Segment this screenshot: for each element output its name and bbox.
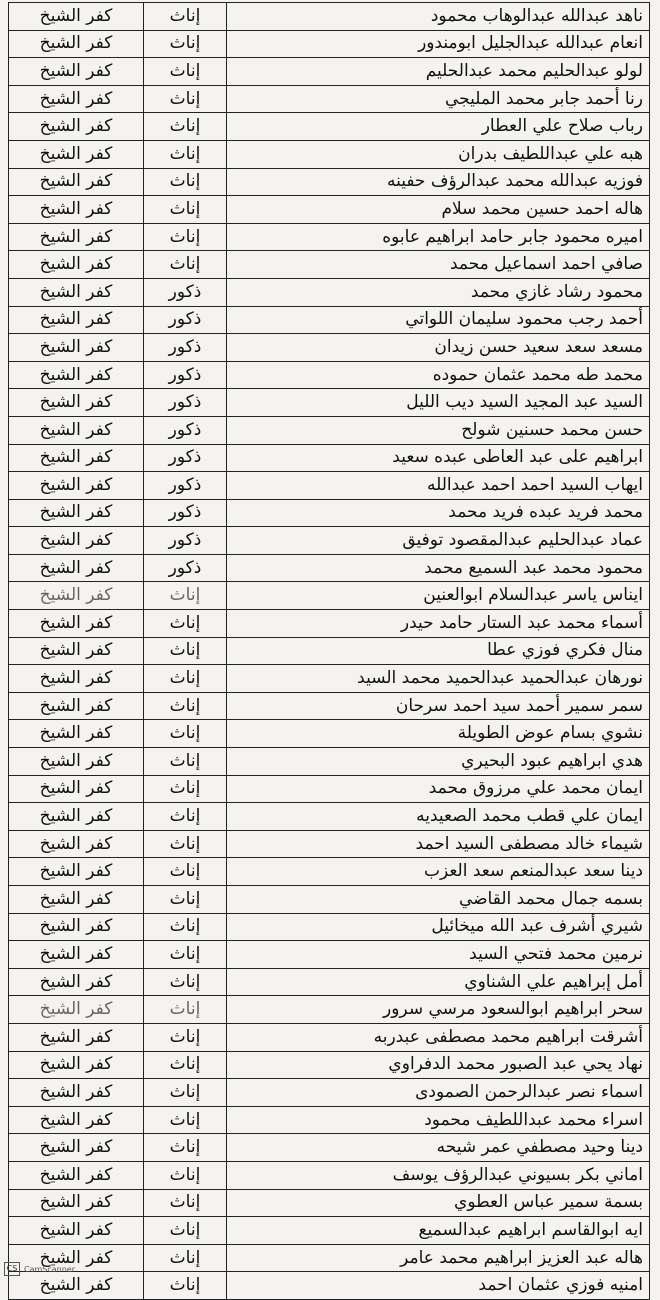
gender-cell: ذكور bbox=[144, 334, 227, 362]
table-row bbox=[9, 1106, 650, 1134]
gender-cell: إناث bbox=[144, 1189, 227, 1217]
gender-cell: إناث bbox=[144, 196, 227, 224]
governorate-cell: كفر الشيخ bbox=[9, 1244, 144, 1272]
person-name-cell: نورهان عبدالحميد عبدالحميد محمد السيد bbox=[227, 665, 650, 693]
person-name-cell: ايهاب السيد احمد احمد عبدالله bbox=[227, 472, 650, 500]
table-row bbox=[9, 334, 650, 362]
gender-cell: إناث bbox=[144, 1023, 227, 1051]
gender-cell: إناث bbox=[144, 30, 227, 58]
governorate-cell: كفر الشيخ bbox=[9, 472, 144, 500]
gender-cell: إناث bbox=[144, 251, 227, 279]
table-row bbox=[9, 278, 650, 306]
gender-cell: إناث bbox=[144, 1079, 227, 1107]
person-name-cell: شيماء خالد مصطفى السيد احمد bbox=[227, 830, 650, 858]
gender-cell: إناث bbox=[144, 1134, 227, 1162]
person-name-cell: محمود محمد عبد السميع محمد bbox=[227, 554, 650, 582]
table-row bbox=[9, 1272, 650, 1300]
person-name-cell: فوزيه عبدالله محمد عبدالرؤف حفينه bbox=[227, 168, 650, 196]
gender-cell: إناث bbox=[144, 3, 227, 31]
table-row bbox=[9, 582, 650, 610]
gender-cell: إناث bbox=[144, 1106, 227, 1134]
governorate-cell: كفر الشيخ bbox=[9, 30, 144, 58]
scanner-watermark bbox=[4, 1262, 75, 1276]
table-row bbox=[9, 1244, 650, 1272]
governorate-cell: كفر الشيخ bbox=[9, 58, 144, 86]
person-name-cell: بسمه جمال محمد القاضي bbox=[227, 886, 650, 914]
person-name-cell: اميره محمود جابر حامد ابراهيم عابوه bbox=[227, 223, 650, 251]
governorate-cell: كفر الشيخ bbox=[9, 1272, 144, 1300]
governorate-cell: كفر الشيخ bbox=[9, 968, 144, 996]
person-name-cell: سحر ابراهيم ابوالسعود مرسي سرور bbox=[227, 996, 650, 1024]
gender-cell: إناث bbox=[144, 1272, 227, 1300]
gender-cell: إناث bbox=[144, 1217, 227, 1245]
table-row bbox=[9, 748, 650, 776]
person-name-cell: مسعد سعد سعيد حسن زيدان bbox=[227, 334, 650, 362]
gender-cell: ذكور bbox=[144, 389, 227, 417]
governorate-cell: كفر الشيخ bbox=[9, 748, 144, 776]
table-row bbox=[9, 361, 650, 389]
table-row bbox=[9, 692, 650, 720]
table-row bbox=[9, 444, 650, 472]
table-row bbox=[9, 1051, 650, 1079]
gender-cell: ذكور bbox=[144, 527, 227, 555]
table-row bbox=[9, 140, 650, 168]
roster-body bbox=[9, 3, 650, 1300]
governorate-cell: كفر الشيخ bbox=[9, 334, 144, 362]
person-name-cell: ايمان محمد علي مرزوق محمد bbox=[227, 775, 650, 803]
gender-cell: إناث bbox=[144, 748, 227, 776]
person-name-cell: هاله عبد العزيز ابراهيم محمد عامر bbox=[227, 1244, 650, 1272]
gender-cell: إناث bbox=[144, 1051, 227, 1079]
roster-sheet bbox=[0, 2, 660, 1300]
governorate-cell: كفر الشيخ bbox=[9, 1023, 144, 1051]
gender-cell: ذكور bbox=[144, 499, 227, 527]
table-row bbox=[9, 527, 650, 555]
person-name-cell: عماد عبدالحليم عبدالمقصود توفيق bbox=[227, 527, 650, 555]
person-name-cell: لولو عبدالحليم محمد عبدالحليم bbox=[227, 58, 650, 86]
governorate-cell: كفر الشيخ bbox=[9, 610, 144, 638]
governorate-cell: كفر الشيخ bbox=[9, 554, 144, 582]
governorate-cell: كفر الشيخ bbox=[9, 858, 144, 886]
governorate-cell: كفر الشيخ bbox=[9, 775, 144, 803]
person-name-cell: ايمان علي قطب محمد الصعيديه bbox=[227, 803, 650, 831]
governorate-cell: كفر الشيخ bbox=[9, 1079, 144, 1107]
roster-table bbox=[8, 2, 650, 1300]
gender-cell: ذكور bbox=[144, 472, 227, 500]
person-name-cell: ابراهيم على عبد العاطى عبده سعيد bbox=[227, 444, 650, 472]
gender-cell: إناث bbox=[144, 1161, 227, 1189]
person-name-cell: منال فكري فوزي عطا bbox=[227, 637, 650, 665]
person-name-cell: رباب صلاح علي العطار bbox=[227, 113, 650, 141]
governorate-cell: كفر الشيخ bbox=[9, 85, 144, 113]
gender-cell: ذكور bbox=[144, 361, 227, 389]
table-row bbox=[9, 610, 650, 638]
table-row bbox=[9, 499, 650, 527]
governorate-cell: كفر الشيخ bbox=[9, 416, 144, 444]
gender-cell: إناث bbox=[144, 85, 227, 113]
table-row bbox=[9, 58, 650, 86]
person-name-cell: هدي ابراهيم عبود البحيري bbox=[227, 748, 650, 776]
gender-cell: إناث bbox=[144, 720, 227, 748]
governorate-cell: كفر الشيخ bbox=[9, 196, 144, 224]
gender-cell: إناث bbox=[144, 113, 227, 141]
governorate-cell: كفر الشيخ bbox=[9, 140, 144, 168]
governorate-cell: كفر الشيخ bbox=[9, 1161, 144, 1189]
table-row bbox=[9, 1189, 650, 1217]
table-row bbox=[9, 637, 650, 665]
person-name-cell: نشوي بسام عوض الطويلة bbox=[227, 720, 650, 748]
gender-cell: إناث bbox=[144, 58, 227, 86]
person-name-cell: دينا سعد عبدالمنعم سعد العزب bbox=[227, 858, 650, 886]
person-name-cell: اماني بكر بسيوني عبدالرؤف يوسف bbox=[227, 1161, 650, 1189]
person-name-cell: دينا وحيد مصطفي عمر شيحه bbox=[227, 1134, 650, 1162]
gender-cell: إناث bbox=[144, 803, 227, 831]
governorate-cell: كفر الشيخ bbox=[9, 499, 144, 527]
governorate-cell: كفر الشيخ bbox=[9, 1106, 144, 1134]
governorate-cell: كفر الشيخ bbox=[9, 1217, 144, 1245]
person-name-cell: انعام عبدالله عبدالجليل ابومندور bbox=[227, 30, 650, 58]
table-row bbox=[9, 941, 650, 969]
gender-cell: ذكور bbox=[144, 554, 227, 582]
table-row bbox=[9, 85, 650, 113]
table-row bbox=[9, 306, 650, 334]
table-row bbox=[9, 196, 650, 224]
gender-cell: إناث bbox=[144, 913, 227, 941]
table-row bbox=[9, 3, 650, 31]
person-name-cell: سمر سمير أحمد سيد احمد سرحان bbox=[227, 692, 650, 720]
governorate-cell: كفر الشيخ bbox=[9, 444, 144, 472]
governorate-cell: كفر الشيخ bbox=[9, 582, 144, 610]
governorate-cell: كفر الشيخ bbox=[9, 3, 144, 31]
person-name-cell: شيري أشرف عبد الله ميخائيل bbox=[227, 913, 650, 941]
governorate-cell: كفر الشيخ bbox=[9, 637, 144, 665]
person-name-cell: بسمة سمير عباس العطوي bbox=[227, 1189, 650, 1217]
governorate-cell: كفر الشيخ bbox=[9, 830, 144, 858]
table-row bbox=[9, 886, 650, 914]
table-row bbox=[9, 472, 650, 500]
table-row bbox=[9, 1023, 650, 1051]
gender-cell: إناث bbox=[144, 140, 227, 168]
governorate-cell: كفر الشيخ bbox=[9, 223, 144, 251]
governorate-cell: كفر الشيخ bbox=[9, 803, 144, 831]
governorate-cell: كفر الشيخ bbox=[9, 886, 144, 914]
table-row bbox=[9, 1134, 650, 1162]
governorate-cell: كفر الشيخ bbox=[9, 527, 144, 555]
gender-cell: إناث bbox=[144, 886, 227, 914]
gender-cell: إناث bbox=[144, 665, 227, 693]
person-name-cell: اسماء نصر عبدالرحمن الصمودى bbox=[227, 1079, 650, 1107]
governorate-cell: كفر الشيخ bbox=[9, 913, 144, 941]
governorate-cell: كفر الشيخ bbox=[9, 941, 144, 969]
table-row bbox=[9, 251, 650, 279]
person-name-cell: رنا أحمد جابر محمد المليجي bbox=[227, 85, 650, 113]
person-name-cell: اسراء محمد عبداللطيف محمود bbox=[227, 1106, 650, 1134]
table-row bbox=[9, 665, 650, 693]
table-row bbox=[9, 858, 650, 886]
governorate-cell: كفر الشيخ bbox=[9, 168, 144, 196]
table-row bbox=[9, 775, 650, 803]
gender-cell: إناث bbox=[144, 582, 227, 610]
table-row bbox=[9, 803, 650, 831]
person-name-cell: هبه علي عبداللطيف بدران bbox=[227, 140, 650, 168]
gender-cell: ذكور bbox=[144, 444, 227, 472]
person-name-cell: أشرقت ابراهيم محمد مصطفى عبدربه bbox=[227, 1023, 650, 1051]
person-name-cell: ايناس ياسر عبدالسلام ابوالعنين bbox=[227, 582, 650, 610]
table-row bbox=[9, 554, 650, 582]
person-name-cell: نهاد يحي عبد الصبور محمد الدفراوي bbox=[227, 1051, 650, 1079]
table-row bbox=[9, 1079, 650, 1107]
person-name-cell: صافي احمد اسماعيل محمد bbox=[227, 251, 650, 279]
person-name-cell: محمد طه محمد عثمان حموده bbox=[227, 361, 650, 389]
gender-cell: إناث bbox=[144, 223, 227, 251]
governorate-cell: كفر الشيخ bbox=[9, 720, 144, 748]
table-row bbox=[9, 1217, 650, 1245]
person-name-cell: أسماء محمد عبد الستار حامد حيدر bbox=[227, 610, 650, 638]
person-name-cell: نرمين محمد فتحي السيد bbox=[227, 941, 650, 969]
person-name-cell: محمود رشاد غازي محمد bbox=[227, 278, 650, 306]
governorate-cell: كفر الشيخ bbox=[9, 665, 144, 693]
table-row bbox=[9, 113, 650, 141]
table-row bbox=[9, 996, 650, 1024]
gender-cell: إناث bbox=[144, 610, 227, 638]
gender-cell: إناث bbox=[144, 830, 227, 858]
governorate-cell: كفر الشيخ bbox=[9, 113, 144, 141]
person-name-cell: هاله احمد حسين محمد سلام bbox=[227, 196, 650, 224]
gender-cell: إناث bbox=[144, 775, 227, 803]
governorate-cell: كفر الشيخ bbox=[9, 1189, 144, 1217]
gender-cell: ذكور bbox=[144, 416, 227, 444]
person-name-cell: محمد فريد عبده فريد محمد bbox=[227, 499, 650, 527]
gender-cell: إناث bbox=[144, 637, 227, 665]
gender-cell: ذكور bbox=[144, 306, 227, 334]
table-row bbox=[9, 168, 650, 196]
gender-cell: إناث bbox=[144, 858, 227, 886]
person-name-cell: ناهد عبدالله عبدالوهاب محمود bbox=[227, 3, 650, 31]
gender-cell: إناث bbox=[144, 1244, 227, 1272]
governorate-cell: كفر الشيخ bbox=[9, 1134, 144, 1162]
person-name-cell: امنيه فوزي عثمان احمد bbox=[227, 1272, 650, 1300]
table-row bbox=[9, 389, 650, 417]
person-name-cell: حسن محمد حسنين شولح bbox=[227, 416, 650, 444]
gender-cell: إناث bbox=[144, 941, 227, 969]
governorate-cell: كفر الشيخ bbox=[9, 278, 144, 306]
person-name-cell: أمل إبراهيم علي الشناوي bbox=[227, 968, 650, 996]
governorate-cell: كفر الشيخ bbox=[9, 389, 144, 417]
governorate-cell: كفر الشيخ bbox=[9, 1051, 144, 1079]
governorate-cell: كفر الشيخ bbox=[9, 306, 144, 334]
table-row bbox=[9, 830, 650, 858]
table-row bbox=[9, 416, 650, 444]
table-row bbox=[9, 968, 650, 996]
gender-cell: ذكور bbox=[144, 278, 227, 306]
governorate-cell: كفر الشيخ bbox=[9, 996, 144, 1024]
gender-cell: إناث bbox=[144, 996, 227, 1024]
table-row bbox=[9, 30, 650, 58]
governorate-cell: كفر الشيخ bbox=[9, 692, 144, 720]
gender-cell: إناث bbox=[144, 692, 227, 720]
watermark-caption: CamScanner bbox=[24, 1264, 76, 1274]
governorate-cell: كفر الشيخ bbox=[9, 251, 144, 279]
person-name-cell: السيد عبد المجيد السيد ديب الليل bbox=[227, 389, 650, 417]
gender-cell: إناث bbox=[144, 968, 227, 996]
table-row bbox=[9, 720, 650, 748]
person-name-cell: أحمد رجب محمود سليمان اللواتي bbox=[227, 306, 650, 334]
camscanner-logo-icon: CS bbox=[4, 1262, 20, 1276]
table-row bbox=[9, 223, 650, 251]
governorate-cell: كفر الشيخ bbox=[9, 361, 144, 389]
gender-cell: إناث bbox=[144, 168, 227, 196]
person-name-cell: ايه ابوالقاسم ابراهيم عبدالسميع bbox=[227, 1217, 650, 1245]
table-row bbox=[9, 913, 650, 941]
table-row bbox=[9, 1161, 650, 1189]
